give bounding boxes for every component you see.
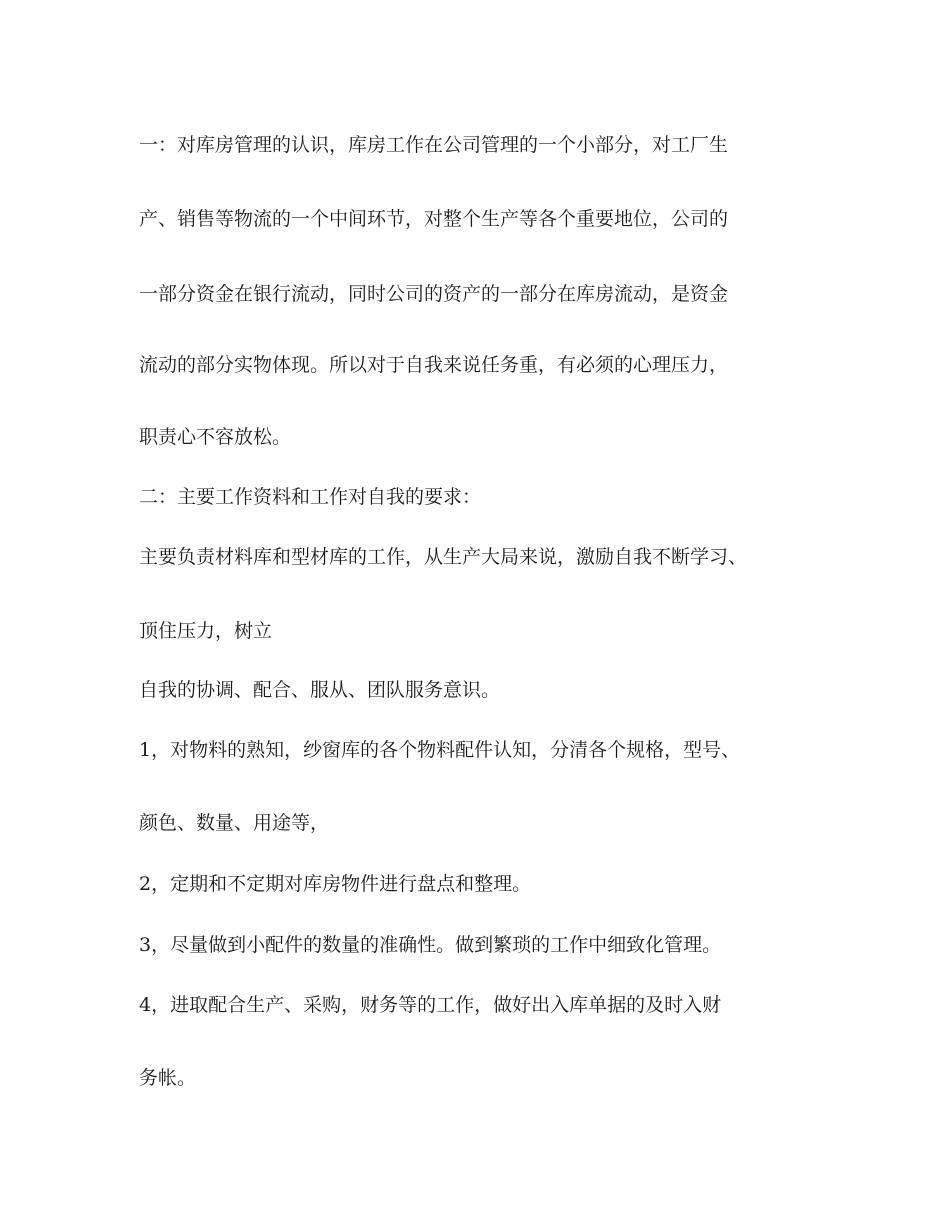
paragraph-line: 自我的协调、配合、服从、团队服务意识。: [139, 679, 501, 701]
list-item-continuation: 务帐。: [139, 1067, 197, 1089]
paragraph-line: 流动的部分实物体现。所以对于自我来说任务重，有必须的心理压力，: [139, 354, 729, 376]
paragraph-line: 顶住压力，树立: [139, 620, 273, 642]
list-item: 3，尽量做到小配件的数量的准确性。做到繁琐的工作中细致化管理。: [139, 934, 722, 956]
paragraph-line: 一部分资金在银行流动，同时公司的资产的一部分在库房流动，是资金: [139, 283, 729, 305]
paragraph-line: 一：对库房管理的认识，库房工作在公司管理的一个小部分，对工厂生: [139, 134, 729, 156]
paragraph-line: 职责心不容放松。: [139, 426, 292, 448]
list-item: 2，定期和不定期对库房物件进行盘点和整理。: [139, 873, 532, 895]
list-item: 1，对物料的熟知，纱窗库的各个物料配件认知，分清各个规格，型号、: [139, 739, 741, 761]
paragraph-line: 产、销售等物流的一个中间环节，对整个生产等各个重要地位，公司的: [139, 208, 729, 230]
paragraph-line: 主要负责材料库和型材库的工作，从生产大局来说，激励自我不断学习、: [139, 546, 748, 568]
list-item: 4，进取配合生产、采购，财务等的工作，做好出入库单据的及时入财: [139, 994, 722, 1016]
list-item-continuation: 颜色、数量、用途等，: [139, 812, 330, 834]
section-heading: 二：主要工作资料和工作对自我的要求：: [139, 486, 482, 508]
